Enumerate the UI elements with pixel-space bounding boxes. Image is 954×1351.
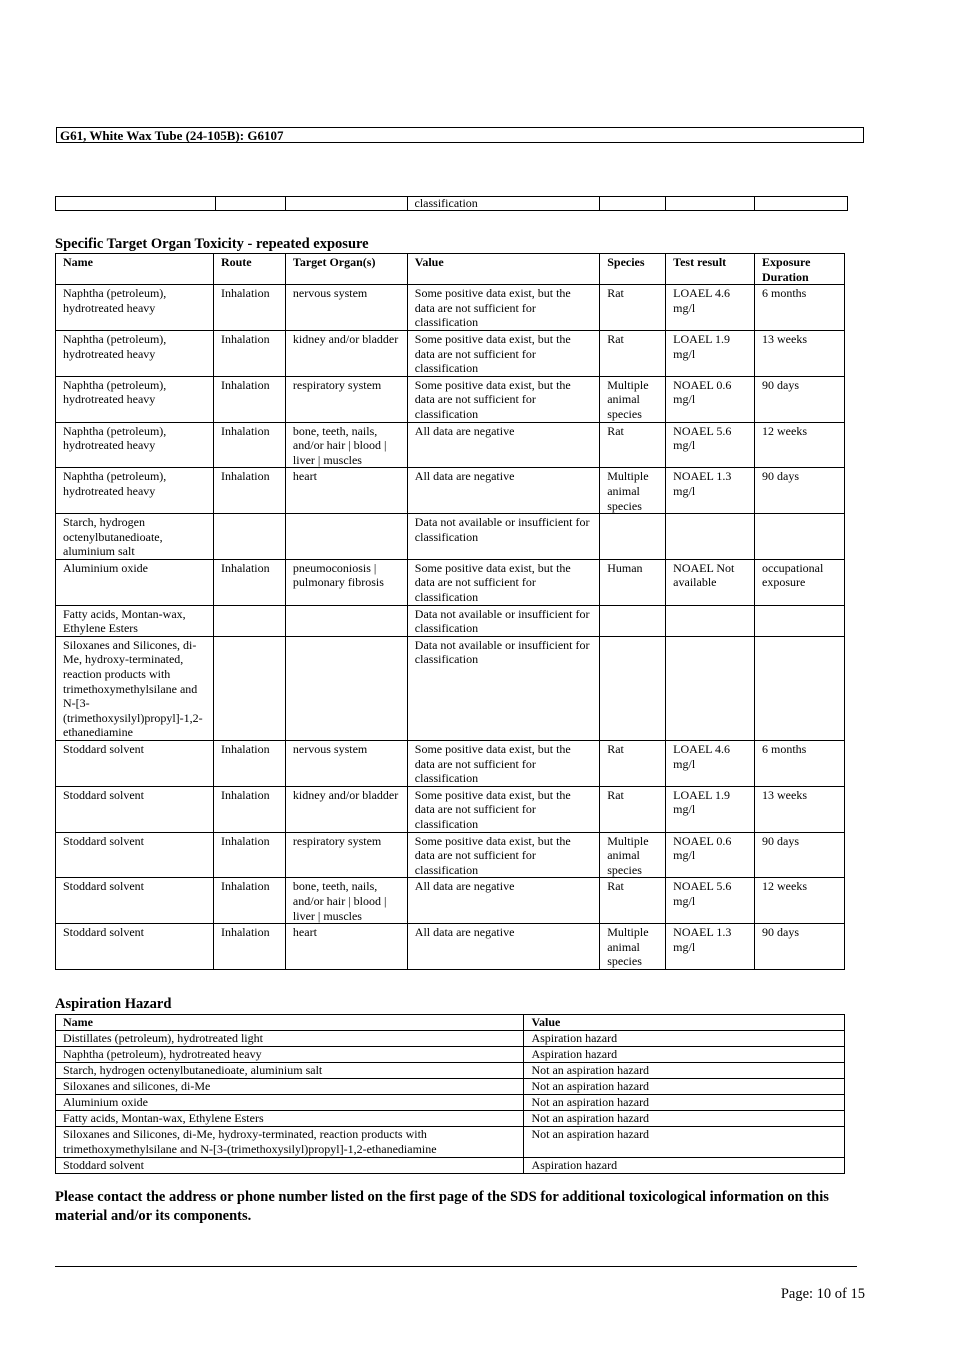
table-cell: NOAEL 1.3 mg/l	[666, 468, 755, 514]
table-cell	[755, 636, 845, 740]
table-cell: Aspiration hazard	[524, 1031, 845, 1047]
column-header: Name	[56, 254, 214, 285]
table-cell: NOAEL 0.6 mg/l	[666, 376, 755, 422]
table-cell: Siloxanes and silicones, di-Me	[56, 1079, 524, 1095]
table-row	[56, 741, 845, 787]
table-row	[56, 468, 845, 514]
table-cell: respiratory system	[285, 832, 407, 878]
table-cell: Rat	[600, 786, 666, 832]
column-header: Value	[524, 1015, 845, 1031]
table-cell: nervous system	[285, 285, 407, 331]
table-cell: occupational exposure	[755, 559, 845, 605]
table-cell: Starch, hydrogen octenylbutanedioate, aluminium salt	[56, 1063, 524, 1079]
table-row	[56, 330, 845, 376]
table-cell: Naphtha (petroleum), hydrotreated heavy	[56, 1047, 524, 1063]
table-cell: Stoddard solvent	[56, 786, 214, 832]
table-row	[56, 636, 845, 740]
table-cell: NOAEL Not available	[666, 559, 755, 605]
table-cell: 90 days	[755, 924, 845, 970]
aspiration-hazard-title: Aspiration Hazard	[55, 996, 172, 1012]
table-cell: LOAEL 1.9 mg/l	[666, 786, 755, 832]
table-cell: 6 months	[755, 741, 845, 787]
table-row	[56, 1095, 845, 1111]
table-cell: 12 weeks	[755, 878, 845, 924]
table-row	[56, 376, 845, 422]
table-cell: Starch, hydrogen octenylbutanedioate, aluminium salt	[56, 514, 214, 560]
table-cell	[285, 197, 407, 211]
table-cell	[213, 636, 285, 740]
table-cell	[666, 514, 755, 560]
table-cell: Inhalation	[213, 924, 285, 970]
table-cell: kidney and/or bladder	[285, 786, 407, 832]
table-cell: kidney and/or bladder	[285, 330, 407, 376]
table-cell: Stoddard solvent	[56, 924, 214, 970]
table-cell: Distillates (petroleum), hydrotreated light	[56, 1031, 524, 1047]
table-cell: Fatty acids, Montan-wax, Ethylene Esters	[56, 1111, 524, 1127]
table-cell: Stoddard solvent	[56, 878, 214, 924]
column-header: Name	[56, 1015, 524, 1031]
table-cell: 90 days	[755, 376, 845, 422]
table-cell: 13 weeks	[755, 786, 845, 832]
table-cell: Inhalation	[213, 422, 285, 468]
table-cell: LOAEL 1.9 mg/l	[666, 330, 755, 376]
table-cell: LOAEL 4.6 mg/l	[666, 741, 755, 787]
table-cell	[666, 605, 755, 636]
column-header: Target Organ(s)	[285, 254, 407, 285]
table-cell	[600, 605, 666, 636]
table-cell: Data not available or insufficient for classification	[407, 514, 599, 560]
table-cell: NOAEL 1.3 mg/l	[666, 924, 755, 970]
table-row	[56, 559, 845, 605]
document-header: G61, White Wax Tube (24-105B): G6107	[56, 127, 864, 143]
footer-divider	[55, 1266, 857, 1267]
table-cell: Some positive data exist, but the data are not sufficient for classification	[407, 330, 599, 376]
table-cell	[755, 197, 848, 211]
table-row	[56, 514, 845, 560]
table-cell: bone, teeth, nails, and/or hair | blood | liver | muscles	[285, 878, 407, 924]
table-cell: heart	[285, 468, 407, 514]
table-cell: Multiple animal species	[600, 468, 666, 514]
table-cell: pneumoconiosis | pulmonary fibrosis	[285, 559, 407, 605]
table-cell: Some positive data exist, but the data are not sufficient for classification	[407, 832, 599, 878]
table-cell: Not an aspiration hazard	[524, 1063, 845, 1079]
table-row	[56, 1047, 845, 1063]
table-row	[56, 786, 845, 832]
table-cell: Multiple animal species	[600, 376, 666, 422]
table-cell: Inhalation	[213, 559, 285, 605]
table-cell: Data not available or insufficient for classification	[407, 636, 599, 740]
table-cell: Not an aspiration hazard	[524, 1095, 845, 1111]
table-cell: Some positive data exist, but the data are not sufficient for classification	[407, 786, 599, 832]
table-cell	[755, 605, 845, 636]
table-cell	[600, 636, 666, 740]
table-row	[56, 878, 845, 924]
table-row	[56, 285, 845, 331]
page-number: Page: 10 of 15	[780, 1286, 865, 1302]
table-row	[56, 1031, 845, 1047]
table-header-row	[56, 254, 845, 285]
table-cell: Inhalation	[213, 741, 285, 787]
table-cell: NOAEL 0.6 mg/l	[666, 832, 755, 878]
table-cell: Data not available or insufficient for classification	[407, 605, 599, 636]
table-cell	[755, 514, 845, 560]
table-cell: Naphtha (petroleum), hydrotreated heavy	[56, 330, 214, 376]
column-header: Species	[600, 254, 666, 285]
table-cell: Aspiration hazard	[524, 1047, 845, 1063]
table-cell: All data are negative	[407, 468, 599, 514]
aspiration-hazard-table	[55, 1014, 845, 1174]
table-cell: Rat	[600, 878, 666, 924]
table-cell: NOAEL 5.6 mg/l	[666, 422, 755, 468]
table-cell: LOAEL 4.6 mg/l	[666, 285, 755, 331]
table-cell: heart	[285, 924, 407, 970]
table-cell: Multiple animal species	[600, 832, 666, 878]
table-row	[56, 1158, 845, 1174]
table-cell: Stoddard solvent	[56, 741, 214, 787]
table-cell: Human	[600, 559, 666, 605]
table-cell	[213, 514, 285, 560]
table-cell	[285, 514, 407, 560]
table-cell	[666, 197, 755, 211]
table-cell: nervous system	[285, 741, 407, 787]
table-cell: Not an aspiration hazard	[524, 1111, 845, 1127]
table-row	[56, 422, 845, 468]
table-cell: Stoddard solvent	[56, 1158, 524, 1174]
table-cell: Some positive data exist, but the data are not sufficient for classification	[407, 376, 599, 422]
table-cell: Inhalation	[213, 376, 285, 422]
stot-repeated-title: Specific Target Organ Toxicity - repeated exposure	[55, 236, 369, 252]
table-cell	[600, 197, 666, 211]
table-cell: 90 days	[755, 468, 845, 514]
table-header-row	[56, 1015, 845, 1031]
table-cell: Inhalation	[213, 468, 285, 514]
stot-repeated-table	[55, 253, 845, 970]
table-cell: Fatty acids, Montan-wax, Ethylene Esters	[56, 605, 214, 636]
table-cell: classification	[407, 197, 600, 211]
table-cell: Not an aspiration hazard	[524, 1127, 845, 1158]
table-cell: Some positive data exist, but the data are not sufficient for classification	[407, 741, 599, 787]
table-cell: All data are negative	[407, 878, 599, 924]
table-cell	[666, 636, 755, 740]
table-row	[56, 832, 845, 878]
table-cell: Inhalation	[213, 832, 285, 878]
table-cell: Naphtha (petroleum), hydrotreated heavy	[56, 468, 214, 514]
table-cell: Multiple animal species	[600, 924, 666, 970]
table-cell: Not an aspiration hazard	[524, 1079, 845, 1095]
table-row	[56, 1079, 845, 1095]
table-cell: Aluminium oxide	[56, 1095, 524, 1111]
table-cell: Siloxanes and Silicones, di-Me, hydroxy-terminated, reaction products with trimethoxymethylsilane and N-[3-(trimethoxysilyl)propyl]-1,2-ethanediamine	[56, 636, 214, 740]
table-cell: All data are negative	[407, 422, 599, 468]
table-cell	[285, 605, 407, 636]
table-cell	[600, 514, 666, 560]
table-cell: Some positive data exist, but the data are not sufficient for classification	[407, 285, 599, 331]
column-header: Exposure Duration	[755, 254, 845, 285]
table-row	[56, 605, 845, 636]
table-cell: Inhalation	[213, 878, 285, 924]
table-cell: Rat	[600, 741, 666, 787]
table-cell: 90 days	[755, 832, 845, 878]
table-cell: respiratory system	[285, 376, 407, 422]
table-cell: Inhalation	[213, 285, 285, 331]
table-cell	[215, 197, 285, 211]
table-cell: Some positive data exist, but the data are not sufficient for classification	[407, 559, 599, 605]
table-cell: Aluminium oxide	[56, 559, 214, 605]
column-header: Route	[213, 254, 285, 285]
column-header: Test result	[666, 254, 755, 285]
table-cell: Siloxanes and Silicones, di-Me, hydroxy-terminated, reaction products with trimethoxymethylsilane and N-[3-(trimethoxysilyl)propyl]-1,2-ethanediamine	[56, 1127, 524, 1158]
table-cell: Aspiration hazard	[524, 1158, 845, 1174]
table-row	[56, 1127, 845, 1158]
table-cell: bone, teeth, nails, and/or hair | blood | liver | muscles	[285, 422, 407, 468]
table-cell: 6 months	[755, 285, 845, 331]
table-cell: 12 weeks	[755, 422, 845, 468]
table-row	[56, 924, 845, 970]
table-cell: NOAEL 5.6 mg/l	[666, 878, 755, 924]
column-header: Value	[407, 254, 599, 285]
table-cell: Inhalation	[213, 330, 285, 376]
table-cell: Inhalation	[213, 786, 285, 832]
table-cell: Naphtha (petroleum), hydrotreated heavy	[56, 285, 214, 331]
table-cell: All data are negative	[407, 924, 599, 970]
table-row	[56, 1063, 845, 1079]
continued-table	[55, 196, 848, 211]
table-cell: 13 weeks	[755, 330, 845, 376]
table-cell: Naphtha (petroleum), hydrotreated heavy	[56, 376, 214, 422]
table-cell	[285, 636, 407, 740]
table-cell: Rat	[600, 422, 666, 468]
table-row	[56, 1111, 845, 1127]
table-cell	[56, 197, 216, 211]
table-cell	[213, 605, 285, 636]
table-cell: Rat	[600, 285, 666, 331]
table-row	[56, 197, 848, 211]
table-cell: Stoddard solvent	[56, 832, 214, 878]
table-cell: Naphtha (petroleum), hydrotreated heavy	[56, 422, 214, 468]
table-cell: Rat	[600, 330, 666, 376]
contact-note: Please contact the address or phone number listed on the first page of the SDS for additional toxicological information on this material and/or its components.	[55, 1189, 829, 1224]
